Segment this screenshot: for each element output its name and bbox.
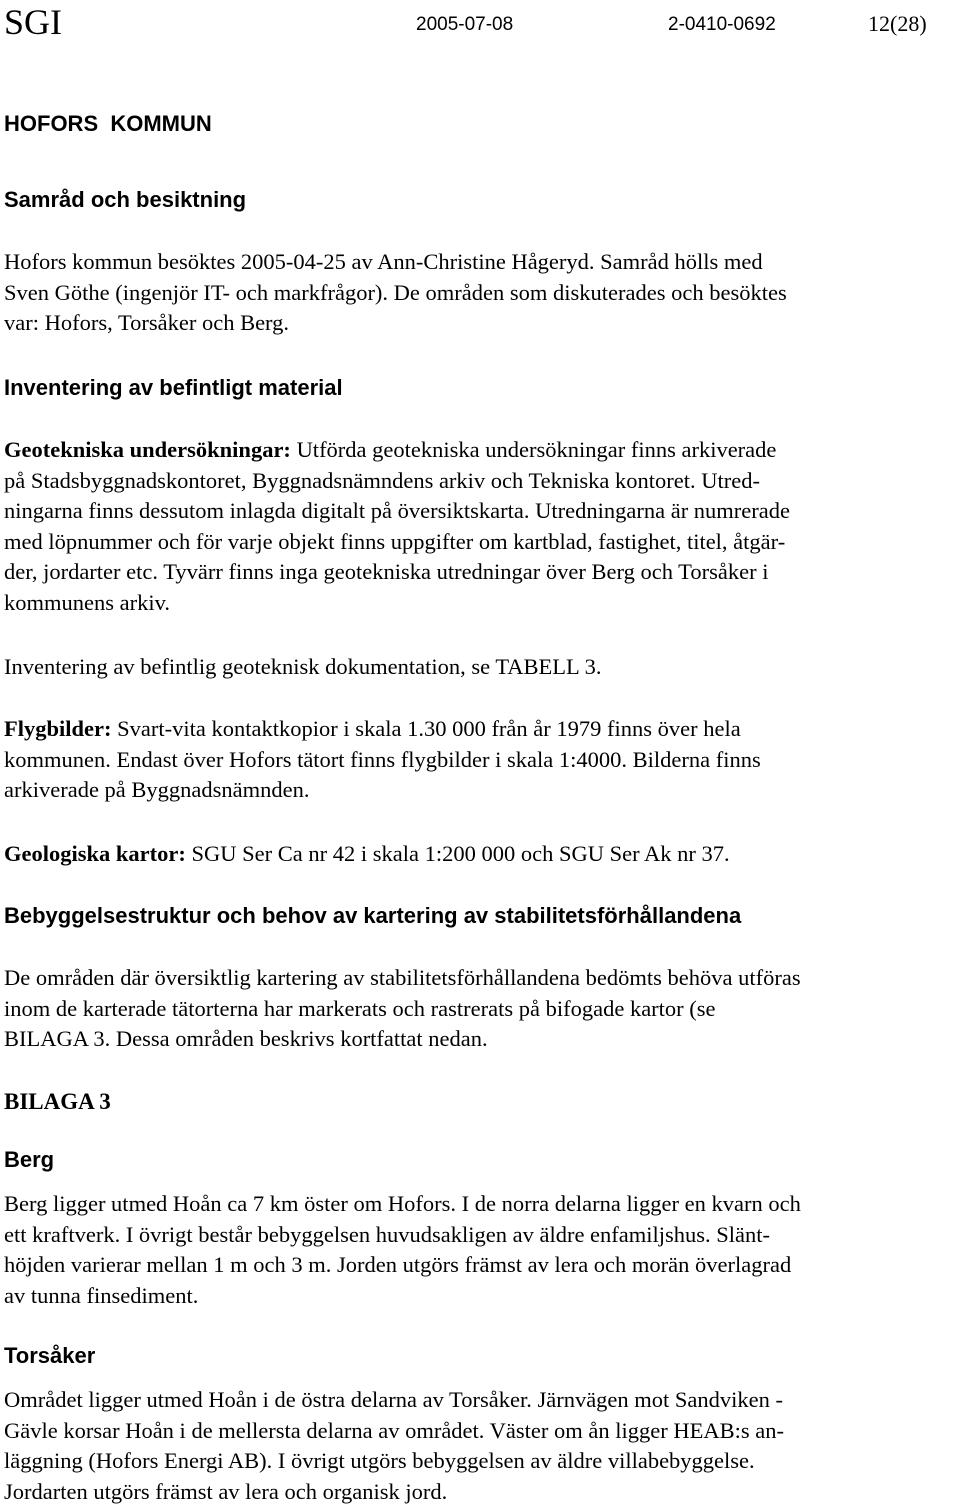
paragraph-line: höjden varierar mellan 1 m och 3 m. Jorden utgörs främst av lera och morän överlagrad — [4, 1252, 792, 1277]
inventory-reference-paragraph — [4, 652, 956, 683]
paragraph-line: Sven Göthe (ingenjör IT- och markfrågor). De områden som diskuterades och besöktes — [4, 279, 787, 305]
flygbilder-label: Flygbilder: — [4, 716, 112, 741]
paragraph-line: ett kraftverk. I övrigt består bebyggelsen huvudsakligen av äldre enfamiljshus. Slänt- — [4, 1221, 771, 1247]
section-heading-samrad: Samråd och besiktning — [4, 187, 247, 212]
paragraph-line: Gävle korsar Hoån i de mellersta delarna av området. Väster om ån ligger HEAB:s an- — [4, 1417, 784, 1443]
samrad-paragraph — [4, 247, 956, 339]
section-heading-bebyggelsestruktur: Bebyggelsestruktur och behov av kartering av stabilitetsförhållandena — [4, 903, 742, 928]
geologiska-kartor-paragraph — [4, 839, 956, 870]
geotekniska-paragraph — [4, 435, 956, 618]
page-title: HOFORS KOMMUN — [4, 111, 212, 136]
paragraph-line: Området ligger utmed Hoån i de östra delarna av Torsåker. Järnvägen mot Sandviken - — [4, 1387, 784, 1412]
paragraph-line — [4, 435, 956, 466]
paragraph-line — [4, 839, 956, 870]
geologiska-kartor-text: SGU Ser Ca nr 42 i skala 1:200 000 och SGU Ser Ak nr 37. — [185, 841, 730, 866]
paragraph-line: Inventering av befintlig geoteknisk dokumentation, se TABELL 3. — [4, 654, 602, 679]
bebyggelsestruktur-paragraph — [4, 963, 956, 1055]
berg-paragraph — [4, 1189, 956, 1311]
geotekniska-text: Utförda geotekniska undersökningar finns arkiverade — [290, 437, 777, 462]
paragraph-line: inom de karterade tätorterna har markerats och rastrerats på bifogade kartor (se — [4, 995, 716, 1021]
paragraph-line: med löpnummer och för varje objekt finns uppgifter om kartblad, fastighet, titel, åtgär- — [4, 528, 786, 554]
torsaker-paragraph — [4, 1385, 956, 1507]
paragraph-line: De områden där översiktlig kartering av stabilitetsförhållandena bedömts behöva utföras — [4, 965, 801, 990]
paragraph-line: Hofors kommun besöktes 2005-04-25 av Ann-Christine Hågeryd. Samråd hölls med — [4, 249, 763, 274]
section-heading-torsaker: Torsåker — [4, 1343, 96, 1368]
section-heading-berg: Berg — [4, 1147, 55, 1172]
header-date: 2005-07-08 — [416, 14, 514, 35]
paragraph-line: var: Hofors, Torsåker och Berg. — [4, 310, 290, 335]
paragraph-line: arkiverade på Byggnadsnämnden. — [4, 777, 310, 802]
paragraph-line: BILAGA 3. Dessa områden beskrivs kortfattat nedan. — [4, 1026, 488, 1051]
paragraph-line: läggning (Hofors Energi AB). I övrigt utgörs bebyggelsen av äldre villabebyggelse. — [4, 1448, 755, 1473]
paragraph-line: Berg ligger utmed Hoån ca 7 km öster om Hofors. I de norra delarna ligger en kvarn och — [4, 1191, 801, 1216]
paragraph-line: der, jordarter etc. Tyvärr finns inga geotekniska utredningar över Berg och Torsåker i — [4, 559, 769, 584]
geotekniska-label: Geotekniska undersökningar: — [4, 437, 291, 462]
bilaga-heading: BILAGA 3 — [4, 1089, 111, 1114]
sgi-logo: SGI — [4, 2, 63, 42]
paragraph-line — [4, 714, 956, 745]
flygbilder-text: Svart-vita kontaktkopior i skala 1.30 000 från år 1979 finns över hela — [111, 716, 741, 741]
paragraph-line: Jordarten utgörs främst av lera och organisk jord. — [4, 1478, 448, 1504]
paragraph-line: av tunna finsediment. — [4, 1282, 199, 1308]
header-page-number: 12(28) — [868, 11, 927, 36]
header-reference: 2-0410-0692 — [668, 14, 776, 35]
paragraph-line: kommunen. Endast över Hofors tätort finns flygbilder i skala 1:4000. Bilderna finns — [4, 746, 761, 772]
paragraph-line: kommunens arkiv. — [4, 589, 171, 615]
geologiska-kartor-label: Geologiska kartor: — [4, 841, 186, 866]
flygbilder-paragraph — [4, 714, 956, 806]
paragraph-line: ningarna finns dessutom inlagda digitalt på översiktskarta. Utredningarna är numrerade — [4, 498, 791, 523]
paragraph-line: på Stadsbyggnadskontoret, Byggnadsnämndens arkiv och Tekniska kontoret. Utred- — [4, 467, 760, 493]
section-heading-inventering: Inventering av befintligt material — [4, 375, 343, 400]
